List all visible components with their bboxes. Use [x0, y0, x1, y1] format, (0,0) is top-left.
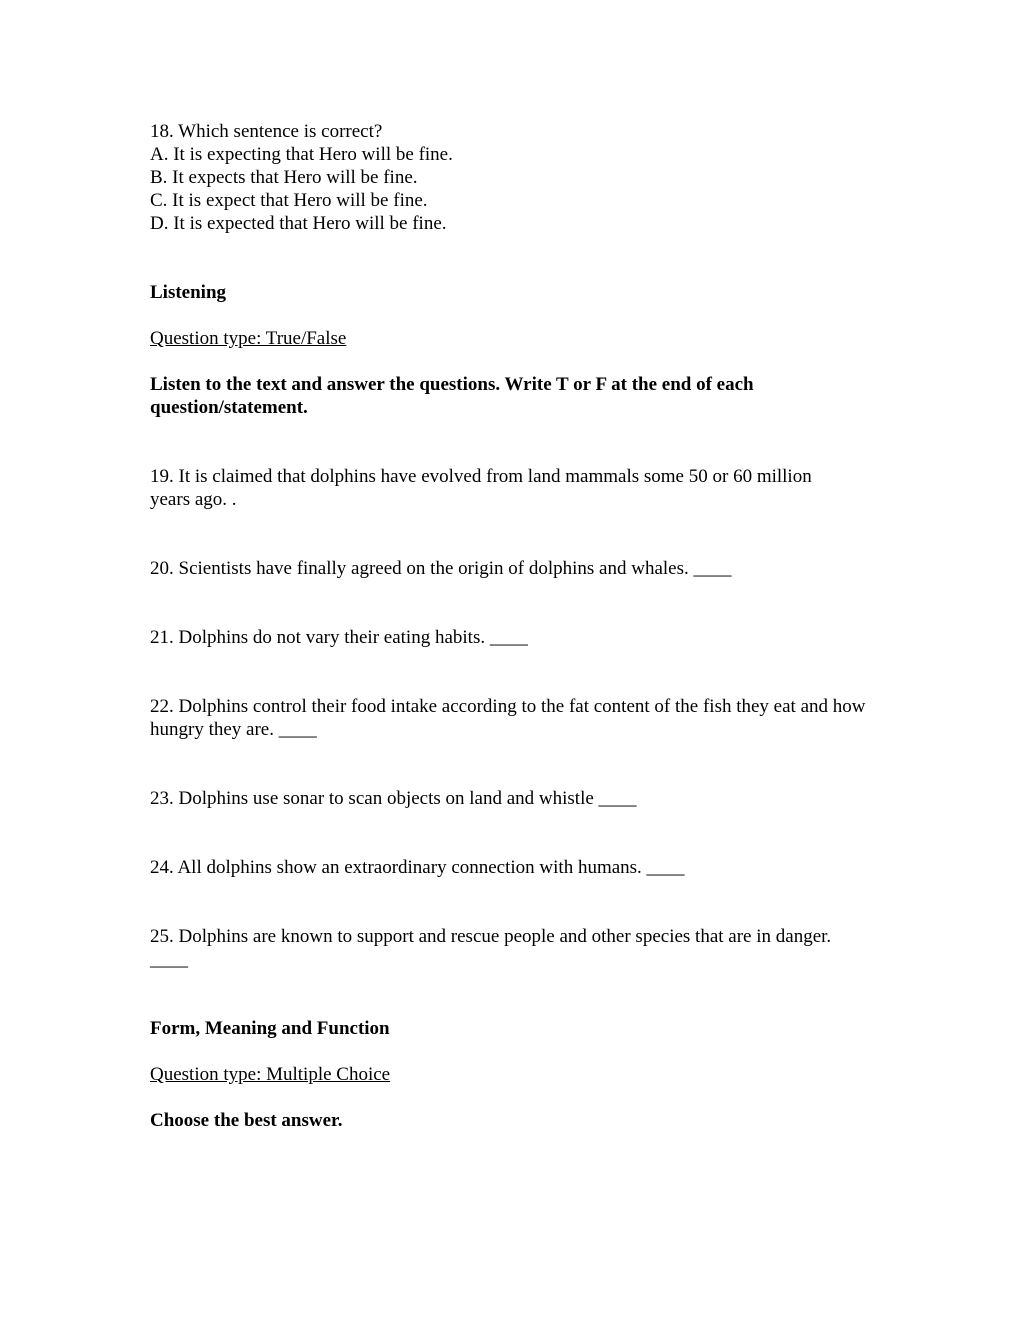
question-21: 21. Dolphins do not vary their eating habits. ____ [150, 627, 528, 648]
option-b: B. It expects that Hero will be fine. [150, 167, 418, 188]
question-23: 23. Dolphins use sonar to scan objects on land and whistle ____ [150, 788, 637, 809]
listening-instruction: Listen to the text and answer the questions. Write T or F at the end of each question/statement. [150, 374, 754, 418]
question-22: 22. Dolphins control their food intake according to the fat content of the fish they eat and how hungry they are. ____ [150, 696, 866, 740]
option-a: A. It is expecting that Hero will be fine. [150, 144, 453, 165]
question-20: 20. Scientists have finally agreed on the origin of dolphins and whales. ____ [150, 558, 732, 579]
listening-question-type: Question type: True/False [150, 328, 347, 349]
option-c: C. It is expect that Hero will be fine. [150, 190, 428, 211]
question-25: 25. Dolphins are known to support and rescue people and other species that are in danger. ____ [150, 926, 832, 970]
question-text: 18. Which sentence is correct? [150, 121, 383, 142]
fmf-question-type: Question type: Multiple Choice [150, 1064, 391, 1085]
question-18 [150, 120, 875, 235]
fmf-instruction: Choose the best answer. [150, 1110, 343, 1131]
option-d: D. It is expected that Hero will be fine. [150, 213, 447, 234]
fmf-heading: Form, Meaning and Function [150, 1018, 390, 1039]
question-24: 24. All dolphins show an extraordinary connection with humans. ____ [150, 857, 685, 878]
listening-heading: Listening [150, 282, 227, 303]
question-19: 19. It is claimed that dolphins have evolved from land mammals some 50 or 60 million years ago. . [150, 466, 812, 510]
